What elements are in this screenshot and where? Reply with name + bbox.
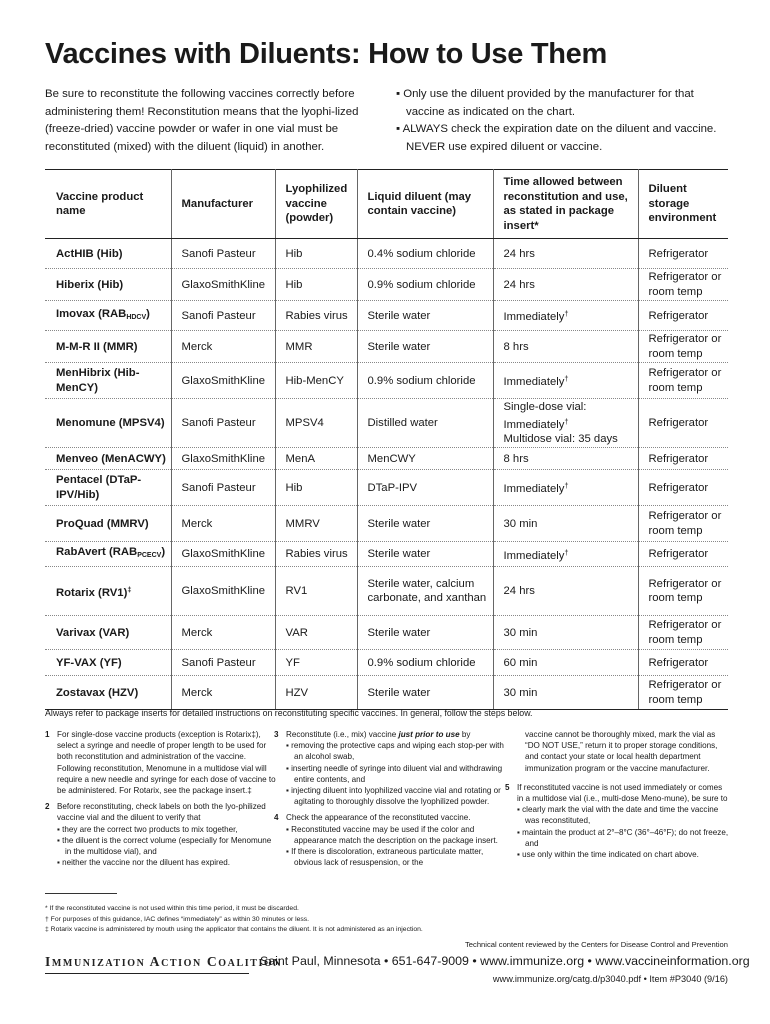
time-allowed bbox=[493, 399, 638, 448]
lyophilized: MMRV bbox=[275, 506, 357, 542]
storage: Refrigerator bbox=[638, 301, 728, 331]
manufacturer: GlaxoSmithKline bbox=[171, 542, 275, 567]
step-bullet: ▪ maintain the product at 2°–8°C (36°–46°F); do not freeze, and bbox=[517, 827, 729, 848]
table-row bbox=[45, 301, 728, 331]
col-header-time: Time allowed between reconstitution and use, as stated in package insert* bbox=[493, 170, 638, 239]
footnote: † For purposes of this guidance, IAC defines “immediately” as within 30 minutes or less. bbox=[45, 915, 310, 923]
storage: Refrigerator or room temp bbox=[638, 676, 728, 710]
step-text-part: Reconstitute (i.e., mix) vaccine bbox=[286, 730, 399, 739]
time-allowed: 60 min bbox=[493, 650, 638, 676]
step-bullet: ▪ injecting diluent into lyophilized vaccine vial and rotating or agitating to thoroughly dissolve the lyophilized powder. bbox=[286, 786, 501, 807]
manufacturer: Merck bbox=[171, 506, 275, 542]
lyophilized: Rabies virus bbox=[275, 301, 357, 331]
table-row bbox=[45, 448, 728, 470]
table-header-row bbox=[45, 170, 728, 239]
contact-line: Saint Paul, Minnesota • 651-647-9009 • www.immunize.org • www.vaccineinformation.org bbox=[260, 954, 750, 968]
manufacturer: GlaxoSmithKline bbox=[171, 567, 275, 616]
dagger-mark: † bbox=[564, 547, 569, 557]
storage: Refrigerator or room temp bbox=[638, 269, 728, 301]
storage: Refrigerator or room temp bbox=[638, 567, 728, 616]
lyophilized: Hib bbox=[275, 470, 357, 506]
diluent: Sterile water bbox=[357, 542, 493, 567]
vaccine-name: MenHibrix (Hib-MenCY) bbox=[45, 363, 171, 399]
organization-logo-text: Immunization Action Coalition bbox=[45, 954, 283, 969]
step-text bbox=[286, 729, 506, 740]
step-1 bbox=[45, 729, 277, 796]
intro-paragraph: Be sure to reconstitute the following vaccines correctly before administering them! Reconstitution means that the lyophi-lized (freeze-dried) vaccine powder or wafer in one vial must be reconstituted (mixed) with the diluent (liquid) in another. bbox=[45, 88, 359, 153]
time-line: Multidose vial: 35 days bbox=[503, 433, 618, 446]
col-header-vaccine: Vaccine product name bbox=[45, 170, 171, 239]
time-allowed: 30 min bbox=[493, 676, 638, 710]
page-title: Vaccines with Diluents: How to Use Them bbox=[45, 38, 607, 70]
storage: Refrigerator or room temp bbox=[638, 616, 728, 650]
name-end: ) bbox=[146, 307, 150, 320]
col-header-lyophilized: Lyophilized vaccine (powder) bbox=[275, 170, 357, 239]
vaccine-diluent-table bbox=[45, 169, 728, 710]
diluent: Sterile water, calcium carbonate, and xanthan bbox=[357, 567, 493, 616]
footnote-divider bbox=[45, 893, 117, 894]
table-row bbox=[45, 399, 728, 448]
lyophilized: Hib-MenCY bbox=[275, 363, 357, 399]
storage: Refrigerator bbox=[638, 470, 728, 506]
dagger-mark: † bbox=[564, 416, 569, 426]
col-header-manufacturer: Manufacturer bbox=[171, 170, 275, 239]
step-2 bbox=[45, 801, 277, 868]
table-row bbox=[45, 470, 728, 506]
time-allowed bbox=[493, 363, 638, 399]
steps-intro: Always refer to package inserts for detailed instructions on reconstituting specific vaccines. In general, follow the steps below. bbox=[45, 708, 533, 718]
vaccine-name bbox=[45, 301, 171, 331]
dagger-mark: † bbox=[564, 309, 569, 319]
time-allowed: 8 hrs bbox=[493, 331, 638, 363]
lyophilized: MenA bbox=[275, 448, 357, 470]
lyophilized: MPSV4 bbox=[275, 399, 357, 448]
document-page bbox=[45, 0, 750, 1024]
step-text: If reconstituted vaccine is not used immediately or comes in a multidose vial (i.e., multi-dose Meno-mune), be sure to bbox=[517, 782, 728, 804]
lyophilized: MMR bbox=[275, 331, 357, 363]
table-row bbox=[45, 363, 728, 399]
lyophilized: HZV bbox=[275, 676, 357, 710]
intro-bullet-text: ALWAYS check the expiration date on the diluent and vaccine. NEVER use expired diluent or vaccine. bbox=[402, 123, 717, 153]
manufacturer: Sanofi Pasteur bbox=[171, 301, 275, 331]
diluent: 0.9% sodium chloride bbox=[357, 650, 493, 676]
step-bullet: ▪ they are the correct two products to mix together, bbox=[57, 824, 238, 834]
name-end: ) bbox=[161, 546, 166, 559]
steps-column-2 bbox=[274, 729, 506, 868]
diluent: DTaP-IPV bbox=[357, 470, 493, 506]
manufacturer: Merck bbox=[171, 616, 275, 650]
footnote: * If the reconstituted vaccine is not used within this time period, it must be discarded. bbox=[45, 905, 299, 912]
vaccine-name: Hiberix (Hib) bbox=[45, 269, 171, 301]
step-bullet: ▪ clearly mark the vial with the date and time the vaccine was reconstituted, bbox=[517, 805, 719, 826]
double-dagger-mark: ‡ bbox=[127, 584, 132, 594]
step-4-continued bbox=[505, 729, 730, 774]
intro-bullet-text: Only use the diluent provided by the manufacturer for that vaccine as indicated on the chart. bbox=[403, 88, 694, 118]
step-number: 4 bbox=[274, 813, 279, 823]
table-row bbox=[45, 567, 728, 616]
manufacturer: GlaxoSmithKline bbox=[171, 448, 275, 470]
step-4 bbox=[274, 812, 506, 868]
diluent: Sterile water bbox=[357, 301, 493, 331]
lyophilized: Rabies virus bbox=[275, 542, 357, 567]
time-allowed bbox=[493, 301, 638, 331]
vaccine-name bbox=[45, 542, 171, 567]
vaccine-name bbox=[45, 567, 171, 616]
manufacturer: Sanofi Pasteur bbox=[171, 239, 275, 269]
table-row bbox=[45, 616, 728, 650]
step-bullet: ▪ the diluent is the correct volume (especially for Menomune in the multidose vial), and bbox=[57, 835, 272, 857]
time-allowed: 30 min bbox=[493, 616, 638, 650]
vaccine-name: ProQuad (MMRV) bbox=[45, 506, 171, 542]
table-row bbox=[45, 676, 728, 710]
storage: Refrigerator bbox=[638, 542, 728, 567]
time-line: Immediately bbox=[503, 418, 565, 431]
vaccine-name: Zostavax (HZV) bbox=[45, 676, 171, 710]
name-subscript: PCECV bbox=[137, 552, 162, 560]
step-emphasis: just prior to use bbox=[398, 730, 460, 739]
step-number: 5 bbox=[505, 782, 510, 792]
dagger-mark: † bbox=[564, 374, 569, 384]
intro-bullet: ▪ ALWAYS check the expiration date on the diluent and vaccine. NEVER use expired diluent or vaccine. bbox=[396, 123, 717, 153]
step-text-part: by bbox=[459, 730, 471, 739]
table-row bbox=[45, 542, 728, 567]
name-subscript: HDCV bbox=[126, 313, 147, 321]
diluent: 0.9% sodium chloride bbox=[357, 269, 493, 301]
time-text: Immediately bbox=[503, 549, 565, 562]
vaccine-name: ActHIB (Hib) bbox=[45, 239, 171, 269]
time-text: Immediately bbox=[503, 483, 565, 496]
logo-underline bbox=[45, 973, 249, 974]
diluent: MenCWY bbox=[357, 448, 493, 470]
manufacturer: Sanofi Pasteur bbox=[171, 470, 275, 506]
vaccine-name: Menveo (MenACWY) bbox=[45, 448, 171, 470]
storage: Refrigerator bbox=[638, 399, 728, 448]
lyophilized: RV1 bbox=[275, 567, 357, 616]
manufacturer: Merck bbox=[171, 331, 275, 363]
step-number: 3 bbox=[274, 730, 279, 739]
step-bullet: ▪ use only within the time indicated on chart above. bbox=[517, 850, 699, 860]
step-number: 2 bbox=[45, 802, 50, 812]
storage: Refrigerator bbox=[638, 239, 728, 269]
diluent: Distilled water bbox=[357, 399, 493, 448]
lyophilized: VAR bbox=[275, 616, 357, 650]
name-text: Imovax (RAB bbox=[56, 307, 127, 320]
time-allowed bbox=[493, 542, 638, 567]
storage: Refrigerator bbox=[638, 448, 728, 470]
lyophilized: Hib bbox=[275, 239, 357, 269]
step-text: Before reconstituting, check labels on both the lyo-philized vaccine vial and the diluent to verify that bbox=[57, 802, 266, 823]
diluent: Sterile water bbox=[357, 676, 493, 710]
step-text: For single-dose vaccine products (exception is Rotarix‡), select a syringe and needle of proper length to be used for both reconstitution and administration of the vaccine. Following reconstitution, Menomune in a multidose vial will require a new needle and syringe for each dose of vaccine to be administered. For Rotarix, see the package insert.‡ bbox=[57, 730, 276, 796]
manufacturer: Sanofi Pasteur bbox=[171, 650, 275, 676]
step-text: vaccine cannot be thoroughly mixed, mark the vial as “DO NOT USE,” return it to proper storage conditions, and contact your state or local health department immunization program or the vaccine manufacturer. bbox=[525, 730, 718, 773]
footnotes bbox=[45, 904, 423, 936]
intro-bullets bbox=[396, 86, 731, 156]
manufacturer: GlaxoSmithKline bbox=[171, 269, 275, 301]
lyophilized: Hib bbox=[275, 269, 357, 301]
storage: Refrigerator or room temp bbox=[638, 331, 728, 363]
time-allowed: 24 hrs bbox=[493, 239, 638, 269]
table-row bbox=[45, 331, 728, 363]
footnote: ‡ Rotarix vaccine is administered by mouth using the applicator that contains the diluent. It is not administered as an injection. bbox=[45, 926, 423, 934]
time-allowed: 24 hrs bbox=[493, 269, 638, 301]
diluent: Sterile water bbox=[357, 506, 493, 542]
vaccine-name: Pentacel (DTaP-IPV/Hib) bbox=[45, 470, 171, 506]
step-3 bbox=[274, 729, 506, 807]
vaccine-name: Menomune (MPSV4) bbox=[45, 399, 171, 448]
step-text: Check the appearance of the reconstituted vaccine. bbox=[286, 813, 471, 823]
intro-bullet: ▪ Only use the diluent provided by the manufacturer for that vaccine as indicated on the chart. bbox=[396, 88, 694, 118]
lyophilized: YF bbox=[275, 650, 357, 676]
step-bullet: ▪ removing the protective caps and wiping each stop-per with an alcohol swab, bbox=[286, 741, 504, 762]
steps-column-1 bbox=[45, 729, 277, 868]
vaccine-name: YF-VAX (YF) bbox=[45, 650, 171, 676]
step-bullet: ▪ If there is discoloration, extraneous particulate matter, obvious lack of resuspension, or the bbox=[286, 847, 484, 868]
vaccine-name: M-M-R II (MMR) bbox=[45, 331, 171, 363]
time-allowed: 30 min bbox=[493, 506, 638, 542]
item-reference: www.immunize.org/catg.d/p3040.pdf • Item #P3040 (9/16) bbox=[492, 974, 728, 984]
vaccine-name: Varivax (VAR) bbox=[45, 616, 171, 650]
step-number: 1 bbox=[45, 730, 50, 739]
time-allowed: 8 hrs bbox=[493, 448, 638, 470]
storage: Refrigerator bbox=[638, 650, 728, 676]
manufacturer: Sanofi Pasteur bbox=[171, 399, 275, 448]
diluent: Sterile water bbox=[357, 331, 493, 363]
time-allowed bbox=[493, 470, 638, 506]
name-text: Rotarix (RV1) bbox=[56, 586, 128, 599]
storage: Refrigerator or room temp bbox=[638, 363, 728, 399]
time-text: Immediately bbox=[503, 376, 565, 389]
diluent: 0.9% sodium chloride bbox=[357, 363, 493, 399]
dagger-mark: † bbox=[564, 481, 569, 491]
time-line: Single-dose vial: bbox=[503, 400, 587, 413]
col-header-diluent: Liquid diluent (may contain vaccine) bbox=[357, 170, 493, 239]
diluent: Sterile water bbox=[357, 616, 493, 650]
step-5 bbox=[505, 782, 730, 860]
table-row bbox=[45, 650, 728, 676]
step-bullet: ▪ inserting needle of syringe into diluent vial and withdrawing entire contents, and bbox=[286, 763, 503, 784]
time-allowed: 24 hrs bbox=[493, 567, 638, 616]
table-row bbox=[45, 239, 728, 269]
time-text: Immediately bbox=[503, 311, 565, 324]
manufacturer: GlaxoSmithKline bbox=[171, 363, 275, 399]
table-row bbox=[45, 269, 728, 301]
step-bullet: ▪ neither the vaccine nor the diluent has expired. bbox=[57, 858, 230, 868]
table-row bbox=[45, 506, 728, 542]
manufacturer: Merck bbox=[171, 676, 275, 710]
col-header-storage: Diluent storage environment bbox=[638, 170, 728, 239]
step-bullet: ▪ Reconstituted vaccine may be used if the color and appearance match the description on the package insert. bbox=[286, 824, 498, 845]
storage: Refrigerator or room temp bbox=[638, 506, 728, 542]
name-text: RabAvert (RAB bbox=[56, 546, 138, 559]
reviewed-by-note: Technical content reviewed by the Centers for Disease Control and Prevention bbox=[465, 940, 728, 949]
steps-column-3 bbox=[505, 729, 730, 860]
diluent: 0.4% sodium chloride bbox=[357, 239, 493, 269]
